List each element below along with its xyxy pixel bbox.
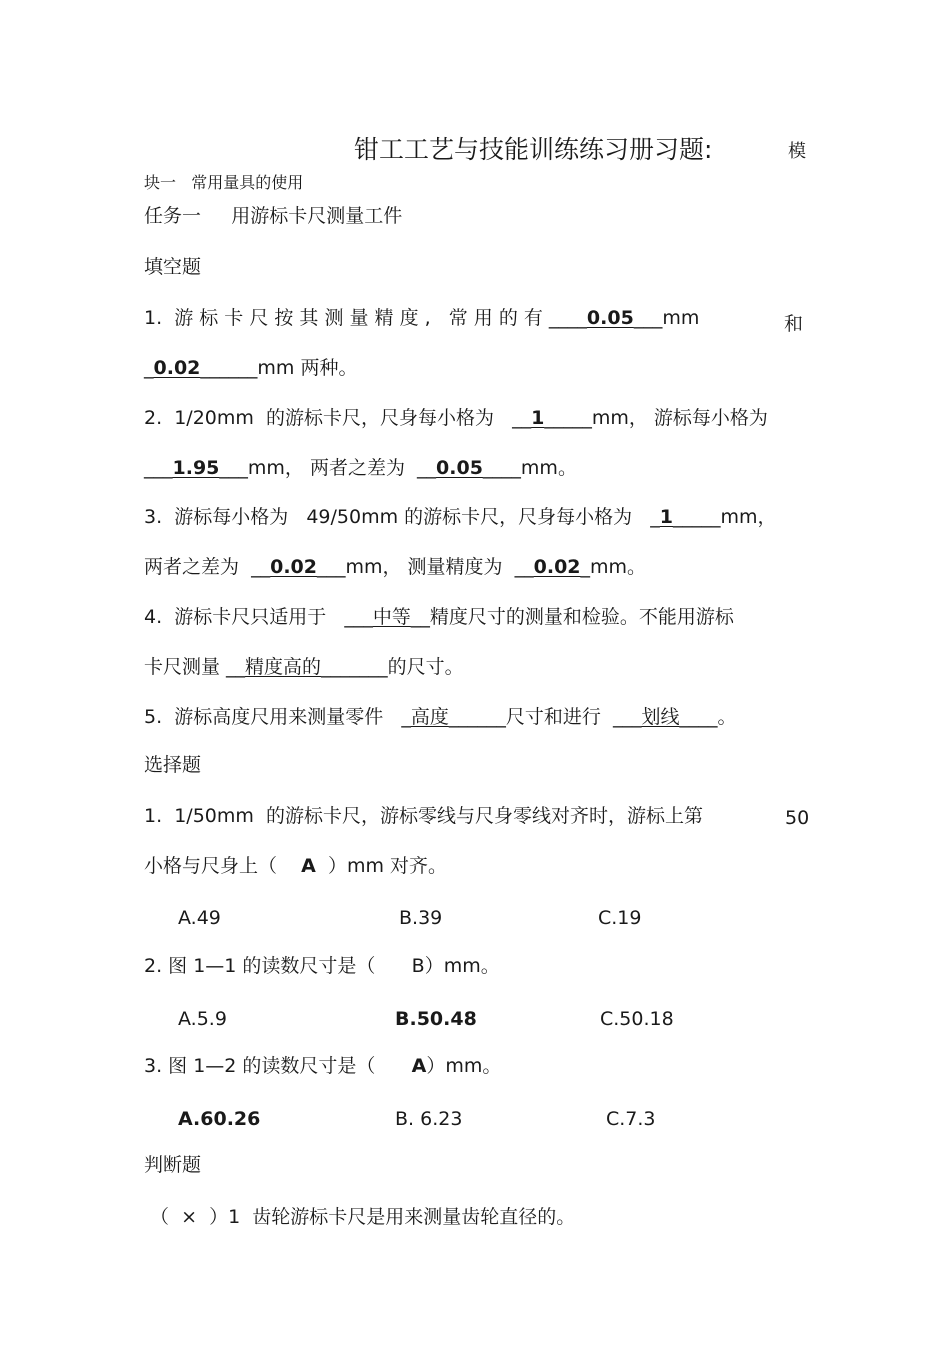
fill-q2-answer1: 1: [531, 407, 545, 429]
choice-q3: 3. 图 1—2 的读数尺寸是（ A）mm。: [144, 1055, 502, 1077]
fill-q4-line2: 卡尺测量 __精度高的_______的尺寸。: [144, 656, 464, 678]
choice-q1-line1: 1. 1/50mm 的游标卡尺，游标零线与尺身零线对齐时，游标上第: [144, 805, 703, 827]
fill-q4-line1: 4. 游标卡尺只适用于 ___中等__精度尺寸的测量和检验。不能用游标: [144, 606, 734, 628]
task-title: 任务一 用游标卡尺测量工件: [144, 205, 403, 227]
choice-q2-option-b: B.50.48: [395, 1008, 477, 1030]
fill-q2-answer3: 0.05: [436, 457, 483, 479]
fill-q2-line1: 2. 1/20mm 的游标卡尺，尺身每小格为 __1_____mm， 游标每小格为: [144, 407, 768, 429]
fill-q1-line1: 1. 游 标 卡 尺 按 其 测 量 精 度 , 常 用 的 有 ____0.05___mm: [144, 307, 700, 329]
fill-q5-answer1: 高度: [410, 706, 449, 728]
fill-q3-answer3: 0.02: [533, 556, 581, 578]
fill-q3-line1: 3. 游标每小格为 49/50mm 的游标卡尺，尺身每小格为 _1_____mm，: [144, 506, 777, 528]
choice-q3-answer: A: [411, 1055, 427, 1077]
module-title: 块一 常用量具的使用: [144, 173, 304, 192]
fill-q3-answer2: 0.02: [270, 556, 317, 578]
judge-q1: （ × ）1 齿轮游标卡尺是用来测量齿轮直径的。: [150, 1206, 576, 1228]
fill-q2-answer2: 1.95: [172, 457, 220, 479]
fill-q5: 5. 游标高度尺用来测量零件 _高度______尺寸和进行 ___划线____。: [144, 706, 737, 728]
choice-q3-option-a: A.60.26: [178, 1108, 261, 1130]
fill-q1-he: 和: [784, 313, 804, 335]
choice-q1-option-b: B.39: [399, 907, 443, 929]
choice-q1-option-a: A.49: [178, 907, 221, 929]
fill-q4-answer1: 中等: [372, 606, 411, 628]
choice-q2-option-c: C.50.18: [600, 1008, 674, 1030]
fill-heading: 填空题: [144, 256, 202, 278]
fill-q1-answer2: 0.02: [153, 357, 201, 379]
doc-title-tail: 模: [788, 141, 806, 162]
choice-q2-option-a: A.5.9: [178, 1008, 227, 1030]
fill-q3-answer1: 1: [659, 506, 673, 528]
doc-title: 钳工工艺与技能训练练习册习题:: [354, 135, 713, 164]
fill-q1-line2: _0.02______mm 两种。: [144, 357, 358, 379]
choice-q3-option-c: C.7.3: [606, 1108, 656, 1130]
fill-q5-answer2: 划线: [641, 706, 680, 728]
choice-q1-answer: A: [301, 855, 316, 877]
judge-heading: 判断题: [144, 1154, 202, 1176]
fill-q3-line2: 两者之差为 __0.02___mm， 测量精度为 __0.02_mm。: [144, 556, 647, 578]
choice-q1-number: 50: [785, 807, 810, 829]
choice-q1-option-c: C.19: [598, 907, 642, 929]
choice-q3-option-b: B. 6.23: [395, 1108, 463, 1130]
fill-q1-answer1: 0.05: [586, 307, 634, 329]
choice-q2: 2. 图 1—1 的读数尺寸是（ B）mm。: [144, 955, 500, 977]
fill-q4-answer2: 精度高的: [245, 656, 322, 678]
choice-heading: 选择题: [144, 754, 202, 776]
choice-q1-line2: 小格与尺身上（ A ）mm 对齐。: [144, 855, 448, 877]
fill-q2-line2: ___1.95___mm， 两者之差为 __0.05____mm。: [144, 457, 577, 479]
